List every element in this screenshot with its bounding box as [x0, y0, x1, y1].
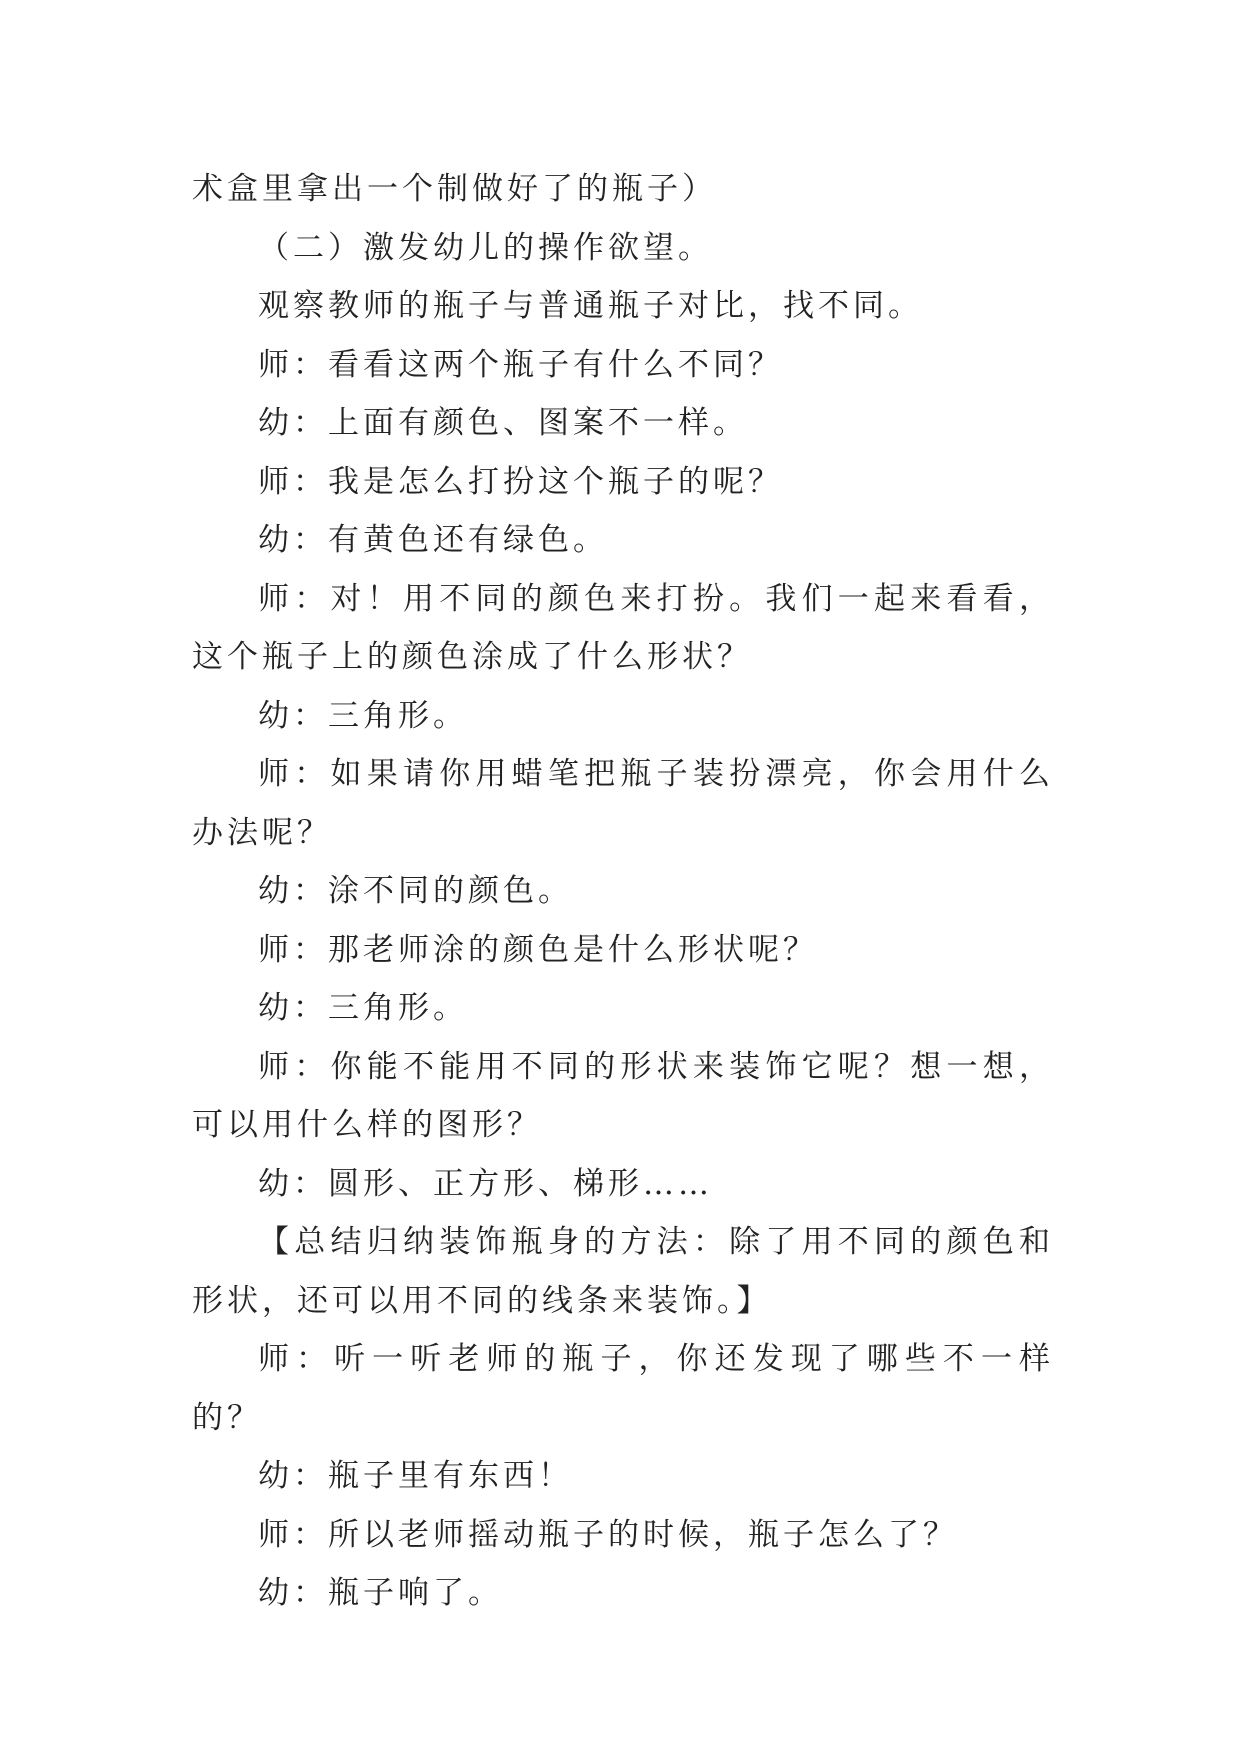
dialogue-line-teacher: 师：看看这两个瓶子有什么不同？	[258, 346, 783, 383]
section-heading: （二）激发幼儿的操作欲望。	[258, 229, 713, 266]
dialogue-line-teacher: 师：所以老师摇动瓶子的时候，瓶子怎么了？	[258, 1516, 958, 1553]
paragraph-continuation: 术盒里拿出一个制做好了的瓶子）	[192, 171, 717, 207]
dialogue-line-child: 幼：有黄色还有绿色。	[258, 522, 608, 558]
dialogue-line-child: 幼：瓶子里有东西！	[258, 1458, 573, 1494]
dialogue-line-teacher: 师：那老师涂的颜色是什么形状呢？	[258, 931, 818, 968]
dialogue-line-teacher: 师：如果请你用蜡笔把瓶子装扮漂亮，你会用什么办法呢？	[192, 756, 1054, 851]
dialogue-line-child: 幼：涂不同的颜色。	[258, 873, 573, 909]
document-body	[192, 160, 1054, 1623]
dialogue-line-child: 幼：三角形。	[258, 697, 468, 734]
dialogue-line-teacher: 师：你能不能用不同的形状来装饰它呢？想一想，可以用什么样的图形？	[192, 1048, 1054, 1143]
dialogue-line-child: 幼：瓶子响了。	[258, 1575, 503, 1611]
dialogue-line-child: 幼：圆形、正方形、梯形……	[258, 1165, 713, 1202]
summary-note: 【总结归纳装饰瓶身的方法：除了用不同的颜色和形状，还可以用不同的线条来装饰。】	[192, 1224, 1054, 1319]
dialogue-line-child: 幼：上面有颜色、图案不一样。	[258, 405, 748, 441]
dialogue-line-teacher: 师：对！用不同的颜色来打扮。我们一起来看看，这个瓶子上的颜色涂成了什么形状？	[192, 580, 1054, 675]
paragraph-instruction: 观察教师的瓶子与普通瓶子对比，找不同。	[258, 288, 923, 324]
dialogue-line-teacher: 师：我是怎么打扮这个瓶子的呢？	[258, 463, 783, 500]
dialogue-line-teacher: 师：听一听老师的瓶子，你还发现了哪些不一样的？	[192, 1341, 1054, 1436]
dialogue-line-child: 幼：三角形。	[258, 990, 468, 1026]
